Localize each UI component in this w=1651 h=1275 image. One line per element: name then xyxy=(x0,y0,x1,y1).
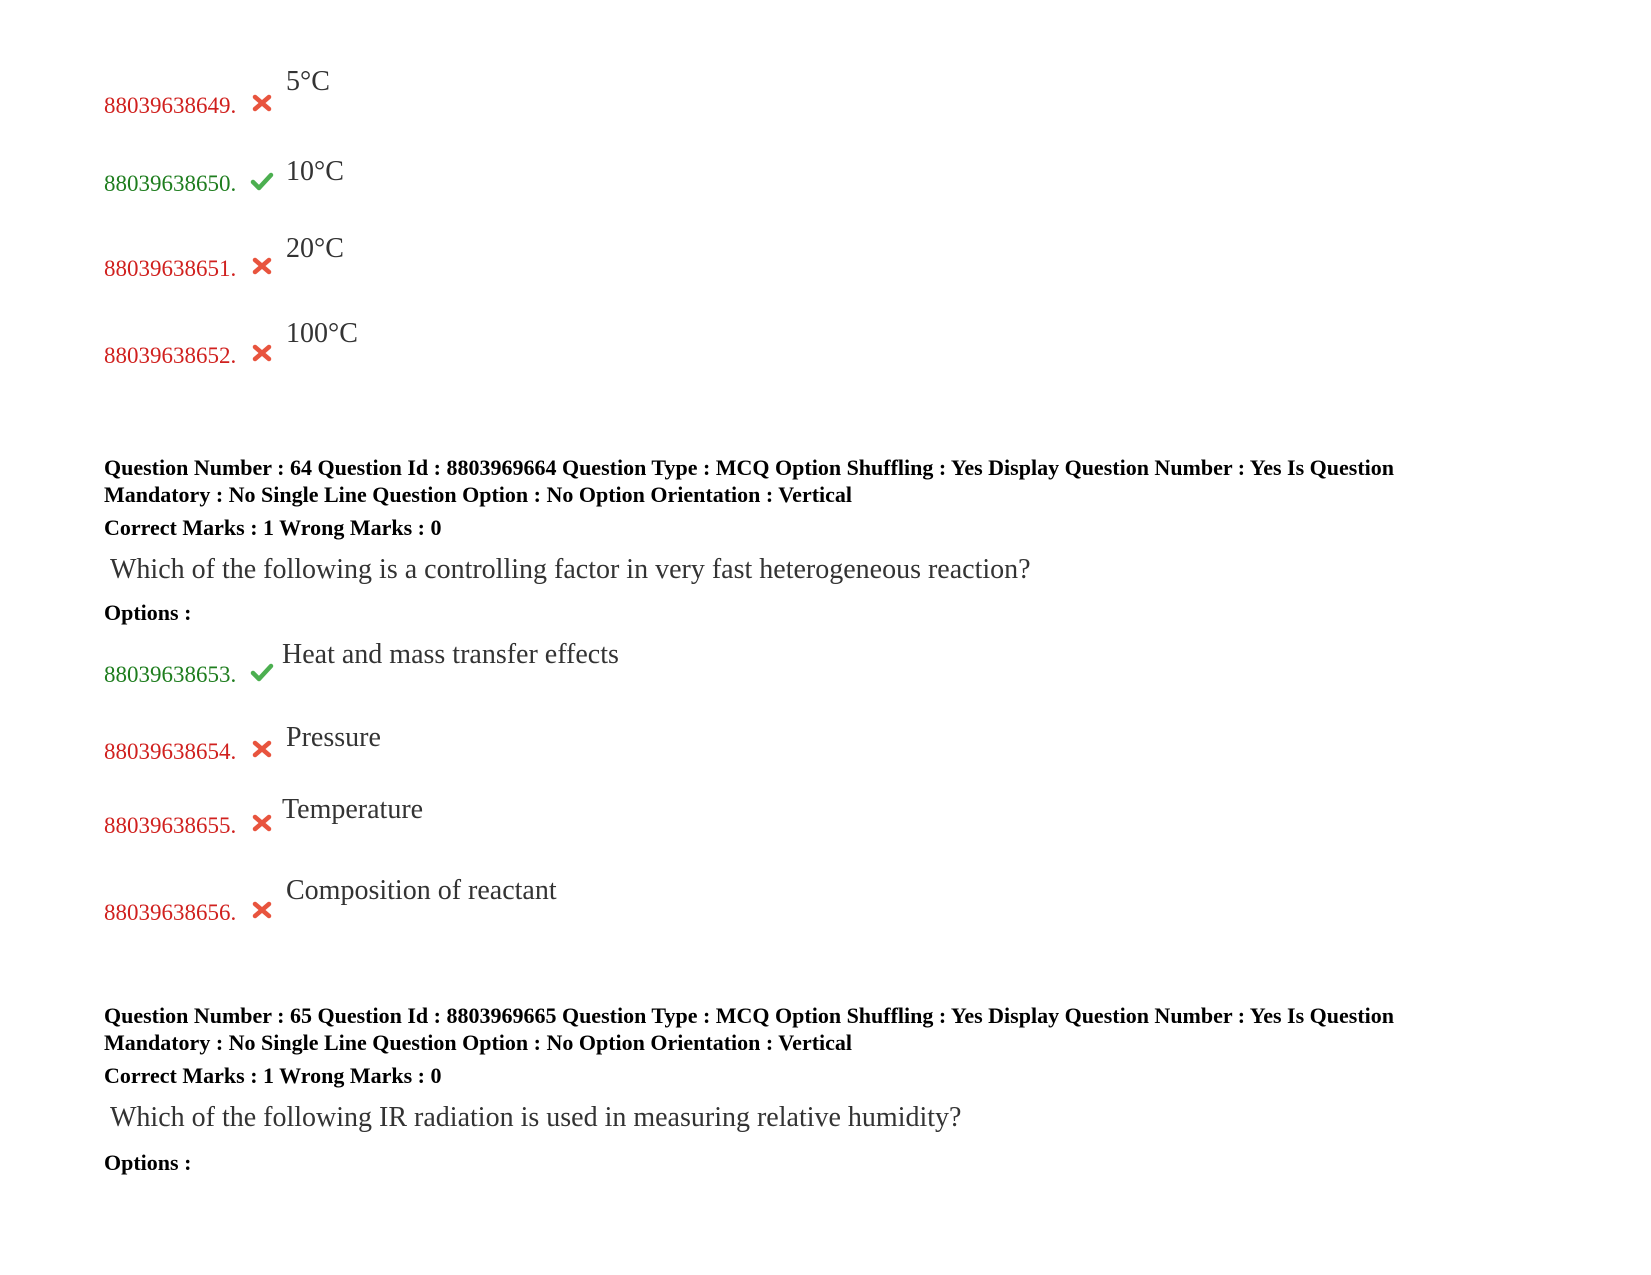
check-icon xyxy=(250,170,274,192)
option-text: Composition of reactant xyxy=(286,875,557,906)
question-64-meta xyxy=(104,454,1554,508)
question-65-text: Which of the following IR radiation is used in measuring relative humidity? xyxy=(110,1102,962,1133)
option-id: 88039638650. xyxy=(104,171,237,196)
option-text: Heat and mass transfer effects xyxy=(282,639,619,670)
cross-icon xyxy=(250,92,274,114)
option-text: 5°C xyxy=(286,66,330,97)
option-id: 88039638654. xyxy=(104,739,237,764)
option-text: Pressure xyxy=(286,722,381,753)
question-64-text: Which of the following is a controlling factor in very fast heterogeneous reaction? xyxy=(110,554,1031,585)
option-text: 20°C xyxy=(286,233,344,264)
option-id: 88039638651. xyxy=(104,256,237,281)
option-text: 10°C xyxy=(286,156,344,187)
cross-icon xyxy=(250,812,274,834)
option-id: 88039638653. xyxy=(104,662,237,687)
question-65-marks: Correct Marks : 1 Wrong Marks : 0 xyxy=(104,1063,442,1088)
option-id: 88039638652. xyxy=(104,343,237,368)
cross-icon xyxy=(250,738,274,760)
question-64-marks: Correct Marks : 1 Wrong Marks : 0 xyxy=(104,515,442,540)
option-id: 88039638656. xyxy=(104,900,237,925)
question-65-options-label: Options : xyxy=(104,1150,192,1175)
question-64-options-label: Options : xyxy=(104,600,192,625)
meta-line-2: Mandatory : No Single Line Question Option : No Option Orientation : Vertical xyxy=(104,482,853,507)
meta-line-1: Question Number : 64 Question Id : 8803969664 Question Type : MCQ Option Shuffling : Yes Display Question Number : Yes Is Question xyxy=(104,455,1394,480)
meta-line-1: Question Number : 65 Question Id : 8803969665 Question Type : MCQ Option Shuffling : Yes Display Question Number : Yes Is Question xyxy=(104,1003,1394,1028)
cross-icon xyxy=(250,342,274,364)
cross-icon xyxy=(250,255,274,277)
meta-line-2: Mandatory : No Single Line Question Option : No Option Orientation : Vertical xyxy=(104,1030,853,1055)
option-text: Temperature xyxy=(282,794,424,825)
option-id: 88039638649. xyxy=(104,93,237,118)
check-icon xyxy=(250,661,274,683)
option-text: 100°C xyxy=(286,318,358,349)
question-65-meta xyxy=(104,1002,1554,1056)
option-id: 88039638655. xyxy=(104,813,237,838)
cross-icon xyxy=(250,899,274,921)
